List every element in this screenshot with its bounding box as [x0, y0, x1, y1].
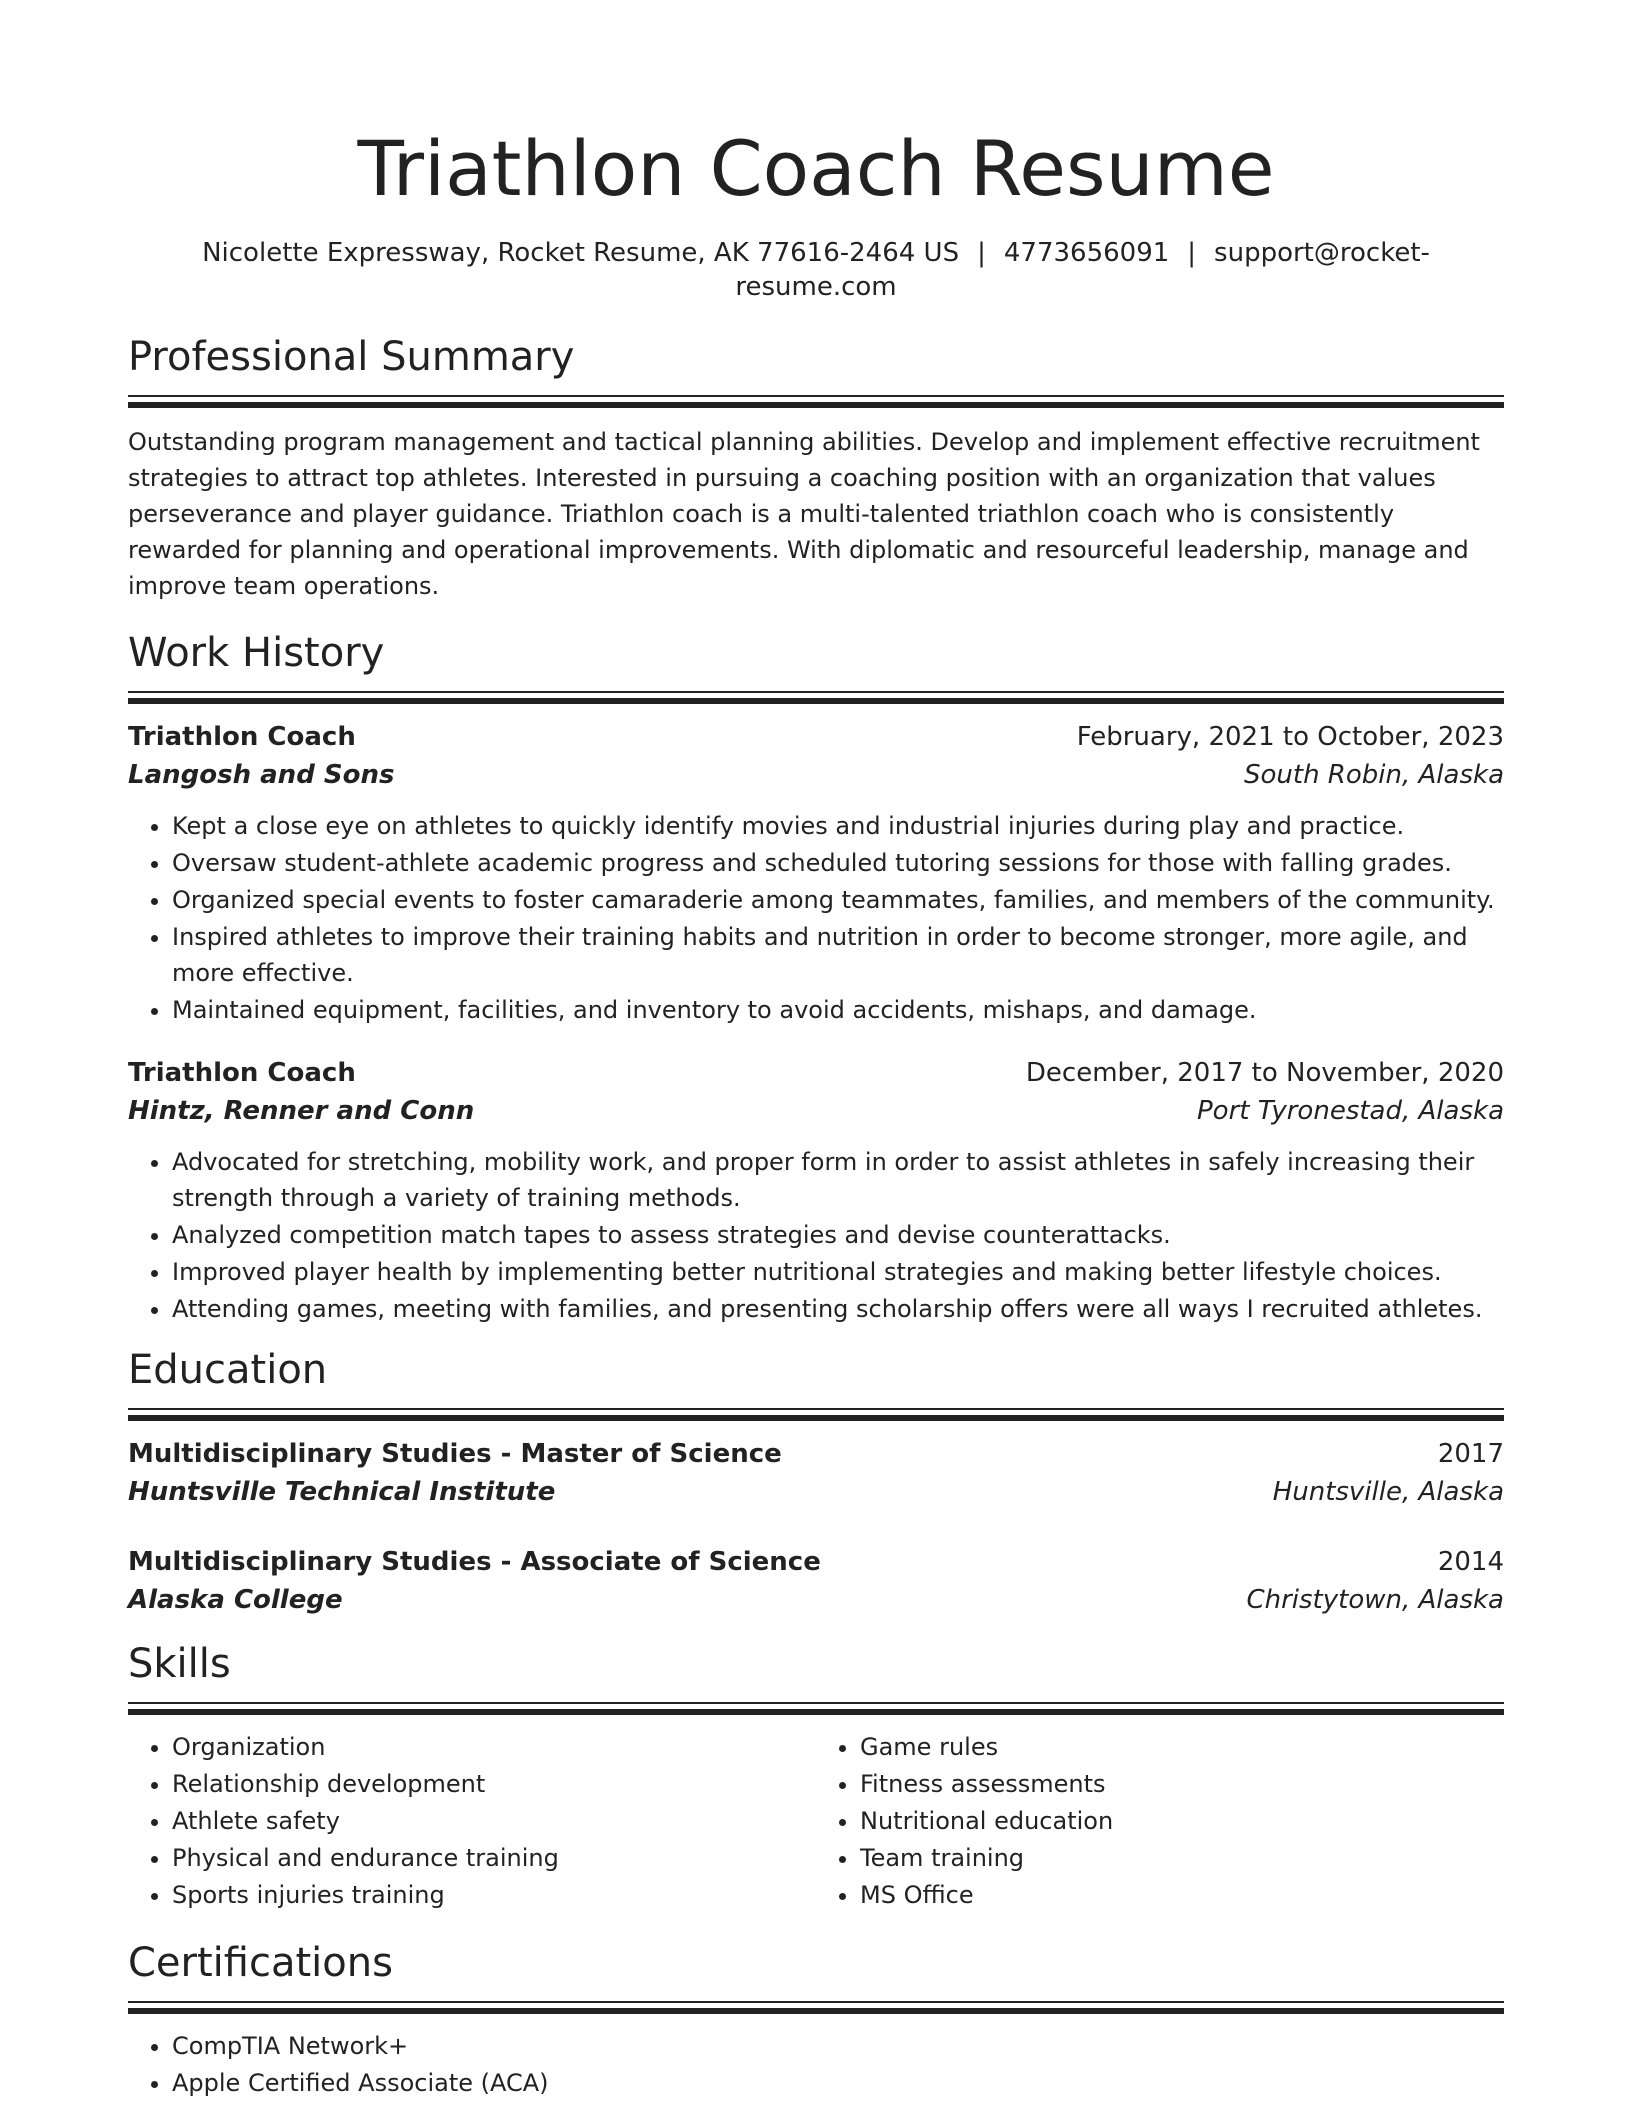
- job-dates: December, 2017 to November, 2020: [1025, 1058, 1504, 1088]
- education-header-row: [128, 1543, 1504, 1581]
- job-entry: [128, 1054, 1504, 1327]
- skills-grid: [128, 1729, 1504, 1914]
- job-bullets: [128, 1144, 1504, 1327]
- skill-item: • Fitness assessments: [860, 1766, 1504, 1802]
- resume-title: Triathlon Coach Resume: [357, 124, 1275, 213]
- skill-item: • Nutritional education: [860, 1803, 1504, 1839]
- job-bullet: • Organized special events to foster camaraderie among teammates, families, and members of the community.: [172, 882, 1504, 918]
- job-company: Hintz, Renner and Conn: [128, 1096, 475, 1126]
- certifications-list: [128, 2028, 1504, 2101]
- section-title-certifications: Certifications: [128, 1940, 393, 1986]
- education-school: Alaska College: [128, 1585, 343, 1615]
- job-bullets: [128, 808, 1504, 1028]
- education-header-row: [128, 1435, 1504, 1473]
- job-company-row: [128, 1092, 1504, 1130]
- job-title: Triathlon Coach: [128, 722, 356, 752]
- education-degree: Multidisciplinary Studies - Associate of Science: [128, 1547, 821, 1577]
- skill-item: • Physical and endurance training: [172, 1840, 816, 1876]
- skills-list-right: [816, 1729, 1504, 1914]
- certifications-section-header: [128, 1938, 1504, 2014]
- skill-item: • Game rules: [860, 1729, 1504, 1765]
- education-location: Huntsville, Alaska: [1272, 1477, 1504, 1507]
- contact-separator: |: [1187, 238, 1197, 268]
- education-school: Huntsville Technical Institute: [128, 1477, 556, 1507]
- job-bullet: • Analyzed competition match tapes to assess strategies and devise counterattacks.: [172, 1217, 1504, 1253]
- work-section-header: [128, 628, 1504, 704]
- section-title-skills: Skills: [128, 1641, 231, 1687]
- job-location: South Robin, Alaska: [1243, 760, 1504, 790]
- skill-item: • Athlete safety: [172, 1803, 816, 1839]
- job-dates: February, 2021 to October, 2023: [1076, 722, 1504, 752]
- summary-section-header: [128, 332, 1504, 408]
- job-bullet: • Inspired athletes to improve their training habits and nutrition in order to become stronger, more agile, and more effective.: [172, 919, 1504, 991]
- job-bullet: • Attending games, meeting with families, and presenting scholarship offers were all ways I recruited athletes.: [172, 1291, 1504, 1327]
- education-school-row: [128, 1581, 1504, 1619]
- job-header-row: [128, 718, 1504, 756]
- section-title-summary: Professional Summary: [128, 334, 575, 380]
- certification-item: • CompTIA Network+: [172, 2028, 1504, 2064]
- section-divider: [128, 395, 1504, 408]
- summary-text: Outstanding program management and tactical planning abilities. Develop and implement effective recruitment strategies to attract top athletes. Interested in pursuing a coaching position with an organization that values perseverance and player guidance. Triathlon coach is a multi-talented triathlon coach who is consistently rewarded for planning and operational improvements. With diplomatic and resourceful leadership, manage and improve team operations.: [128, 428, 1480, 600]
- education-year: 2017: [1437, 1439, 1504, 1469]
- section-divider: [128, 1408, 1504, 1421]
- contact-separator: |: [977, 238, 986, 268]
- job-company-row: [128, 756, 1504, 794]
- contact-line: [128, 236, 1504, 304]
- contact-email: support@rocket-resume.com: [735, 238, 1430, 302]
- skill-item: • MS Office: [860, 1877, 1504, 1913]
- job-bullet: • Advocated for stretching, mobility work, and proper form in order to assist athletes in safely increasing their strength through a variety of training methods.: [172, 1144, 1504, 1216]
- education-entry: [128, 1543, 1504, 1619]
- job-entry: [128, 718, 1504, 1028]
- job-location: Port Tyronestad, Alaska: [1197, 1096, 1504, 1126]
- job-bullet: • Kept a close eye on athletes to quickly identify movies and industrial injuries during play and practice.: [172, 808, 1504, 844]
- skills-list-left: [128, 1729, 816, 1914]
- skills-section-header: [128, 1639, 1504, 1715]
- section-divider: [128, 691, 1504, 704]
- skill-item: • Sports injuries training: [172, 1877, 816, 1913]
- education-degree: Multidisciplinary Studies - Master of Science: [128, 1439, 782, 1469]
- section-title-education: Education: [128, 1347, 328, 1393]
- education-school-row: [128, 1473, 1504, 1511]
- certification-item: • Apple Certified Associate (ACA): [172, 2065, 1504, 2101]
- job-bullet: • Oversaw student-athlete academic progress and scheduled tutoring sessions for those with falling grades.: [172, 845, 1504, 881]
- job-title: Triathlon Coach: [128, 1058, 356, 1088]
- contact-phone: 4773656091: [1003, 238, 1170, 268]
- job-bullet: • Improved player health by implementing better nutritional strategies and making better lifestyle choices.: [172, 1254, 1504, 1290]
- education-location: Christytown, Alaska: [1246, 1585, 1504, 1615]
- section-title-work: Work History: [128, 630, 385, 676]
- skill-item: • Relationship development: [172, 1766, 816, 1802]
- education-entry: [128, 1435, 1504, 1511]
- section-divider: [128, 2001, 1504, 2014]
- section-divider: [128, 1702, 1504, 1715]
- education-section-header: [128, 1345, 1504, 1421]
- skill-item: • Team training: [860, 1840, 1504, 1876]
- job-company: Langosh and Sons: [128, 760, 395, 790]
- job-header-row: [128, 1054, 1504, 1092]
- job-bullet: • Maintained equipment, facilities, and inventory to avoid accidents, mishaps, and damage.: [172, 992, 1504, 1028]
- contact-address: Nicolette Expressway, Rocket Resume, AK 77616-2464 US: [202, 238, 960, 268]
- skill-item: • Organization: [172, 1729, 816, 1765]
- education-year: 2014: [1437, 1547, 1504, 1577]
